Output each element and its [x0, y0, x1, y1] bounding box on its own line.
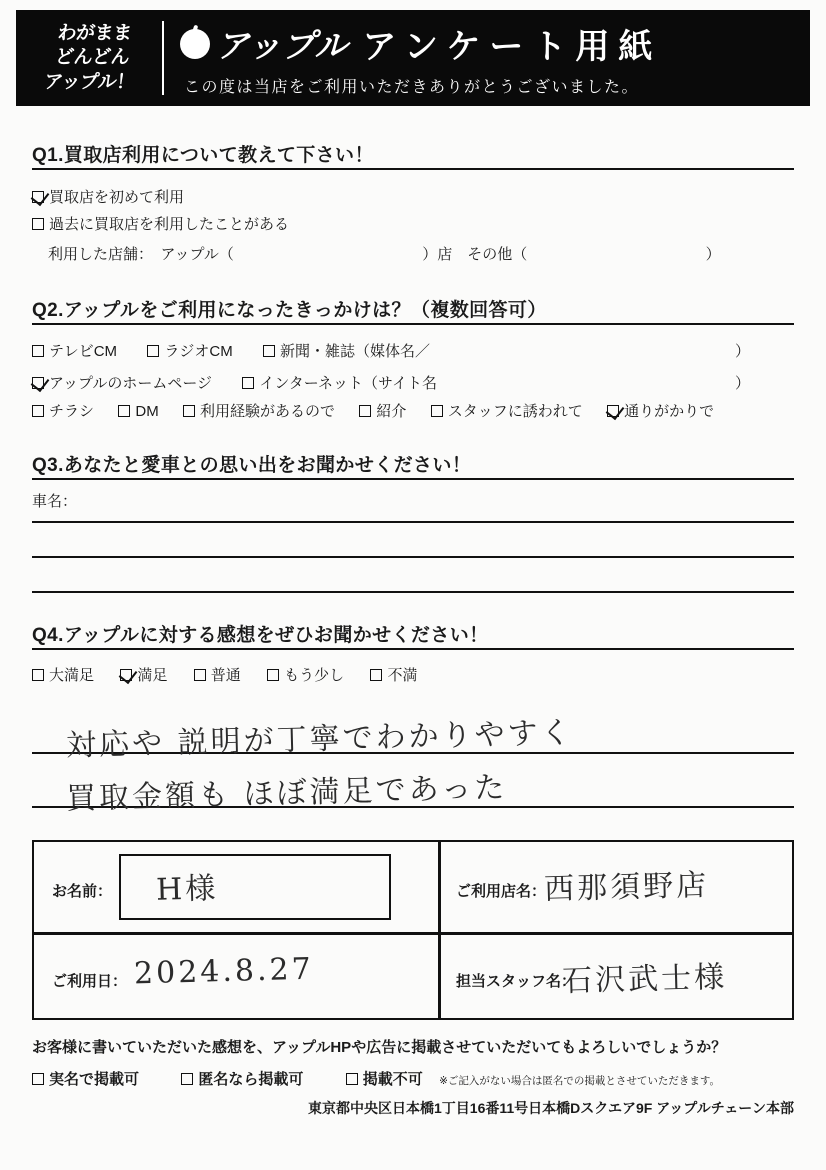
q2-label-referral: 紹介 — [376, 403, 407, 420]
footer-note: ※ご記入がない場合は匿名での掲載とさせていただきます。 — [439, 1075, 721, 1087]
q2-checkbox-radio[interactable] — [147, 345, 159, 357]
q1-store-end: ） — [705, 246, 721, 263]
q2-option-tv[interactable] — [32, 340, 117, 361]
q1-option-label-1: 過去に買取店を利用したことがある — [49, 216, 290, 233]
q2-checkbox-referral[interactable] — [359, 405, 371, 417]
q3-write-line-3[interactable] — [32, 591, 794, 593]
header-divider — [162, 21, 164, 95]
q4-checkbox-dissatisfied[interactable] — [370, 669, 382, 681]
footer-address: 東京都中央区日本橋1丁目16番11号日本橋Dスクエア9F アップルチェーン本部 — [308, 1100, 794, 1116]
apple-mark-icon — [180, 29, 210, 59]
footer-options — [32, 1068, 720, 1089]
store-value: 西那須野店 — [543, 867, 710, 908]
q2-label-homepage: アップルのホームページ — [49, 375, 213, 392]
page-header — [16, 10, 810, 106]
q2-checkbox-flyer[interactable] — [32, 405, 44, 417]
q2-row-2 — [32, 372, 437, 393]
header-slogan — [22, 22, 162, 95]
q4-checkbox-normal[interactable] — [194, 669, 206, 681]
q2-checkbox-internet[interactable] — [242, 377, 254, 389]
q1-store-mid: ）店 その他（ — [422, 246, 528, 263]
footer-question: お客様に書いていただいた感想を、アップルHPや広告に掲載させていただいてもよろしいでしょうか？ — [32, 1039, 727, 1056]
q2-checkbox-passerby[interactable] — [607, 405, 619, 417]
q2-option-referral[interactable] — [359, 400, 406, 421]
q2-checkbox-experience[interactable] — [183, 405, 195, 417]
q4-checkbox-satisfied[interactable] — [120, 669, 132, 681]
q2-option-staff[interactable] — [431, 400, 583, 421]
q4-option-satisfied[interactable] — [120, 664, 167, 685]
q4-checkbox-verysatisfied[interactable] — [32, 669, 44, 681]
q2-label-flyer: チラシ — [49, 403, 95, 420]
q2-option-internet[interactable] — [242, 372, 437, 393]
q2-label-staff: スタッフに誘われて — [447, 403, 583, 420]
header-subtitle: この度は当店をご利用いただきありがとうございました。 — [184, 79, 640, 96]
q2-label-dm: DM — [135, 403, 159, 420]
footer-checkbox-nopublish[interactable] — [346, 1073, 358, 1085]
page-title: アンケート用紙 — [362, 28, 662, 66]
q4-option-alittlemore[interactable] — [267, 664, 344, 685]
q1-store-prefix: 利用した店舗： アップル（ — [48, 246, 234, 263]
footer-label-realname: 実名で掲載可 — [49, 1071, 140, 1088]
q3-write-line-2[interactable] — [32, 556, 794, 558]
q1-option-0[interactable] — [32, 186, 184, 207]
q2-option-radio[interactable] — [147, 340, 232, 361]
q4-option-normal[interactable] — [194, 664, 241, 685]
q3-write-line-1[interactable] — [32, 521, 794, 523]
q2-option-dm[interactable] — [118, 403, 158, 420]
slogan-line-2: どんどん — [53, 46, 131, 68]
table-horizontal-divider — [34, 932, 792, 935]
q2-title: Q2.アップルをご利用になったきっかけは？（複数回答可） — [32, 300, 547, 321]
q3-underline — [32, 478, 794, 480]
q2-label-experience: 利用経験があるので — [200, 403, 336, 420]
customer-info-table — [32, 840, 794, 1020]
footer-checkbox-anonymous[interactable] — [181, 1073, 193, 1085]
footer-label-anonymous: 匿名なら掲載可 — [198, 1071, 304, 1088]
table-vertical-divider — [438, 842, 441, 1018]
q2-row1-paren: ） — [735, 343, 751, 360]
q4-handwriting-1: 対応や 説明が丁寧でわかりやすく — [65, 715, 575, 764]
q1-store-line — [48, 243, 721, 264]
brand-name: アップル — [216, 27, 349, 64]
q4-options — [32, 664, 417, 685]
q2-option-experience[interactable] — [183, 400, 335, 421]
q2-row-1 — [32, 340, 430, 361]
q2-checkbox-homepage[interactable] — [32, 377, 44, 389]
q4-label-alittlemore: もう少し — [284, 667, 345, 684]
q3-car-label: 車名： — [32, 493, 78, 510]
footer-label-nopublish: 掲載不可 — [362, 1071, 423, 1088]
q4-title: Q4.アップルに対する感想をぜひお聞かせください！ — [32, 625, 489, 646]
q2-option-flyer[interactable] — [32, 400, 94, 421]
q2-label-tv: テレビCM — [49, 343, 118, 360]
staff-value: 石沢武士様 — [561, 959, 728, 1000]
q4-underline — [32, 648, 794, 650]
q2-label-passerby: 通りがかりで — [624, 403, 715, 420]
q2-option-passerby[interactable] — [607, 400, 714, 421]
q1-title: Q1.買取店利用について教えて下さい！ — [32, 145, 374, 166]
q2-label-internet: インターネット（サイト名 — [259, 375, 438, 392]
q2-label-radio: ラジオCM — [164, 343, 233, 360]
store-label: ご利用店名： — [456, 883, 547, 900]
q4-label-verysatisfied: 大満足 — [49, 667, 95, 684]
q2-label-news: 新聞・雑誌（媒体名／ — [280, 343, 431, 360]
footer-checkbox-realname[interactable] — [32, 1073, 44, 1085]
q4-label-dissatisfied: 不満 — [387, 667, 418, 684]
footer-option-anonymous[interactable] — [181, 1068, 303, 1089]
q3-title: Q3.あなたと愛車との思い出をお聞かせください！ — [32, 455, 472, 476]
name-label: お名前： — [52, 883, 113, 900]
q4-checkbox-alittlemore[interactable] — [267, 669, 279, 681]
date-value: 2024.8.27 — [133, 951, 315, 992]
q2-option-homepage[interactable] — [32, 372, 212, 393]
q2-checkbox-staff[interactable] — [431, 405, 443, 417]
q2-checkbox-tv[interactable] — [32, 345, 44, 357]
q1-checkbox-0[interactable] — [32, 191, 44, 203]
q2-row2-paren: ） — [735, 375, 751, 392]
slogan-line-3: アップル！ — [43, 71, 136, 93]
q1-checkbox-1[interactable] — [32, 218, 44, 230]
q1-option-1[interactable] — [32, 213, 289, 234]
footer-option-nopublish[interactable] — [346, 1068, 423, 1089]
q4-option-dissatisfied[interactable] — [370, 664, 417, 685]
date-label: ご利用日： — [52, 973, 128, 990]
q4-label-normal: 普通 — [210, 667, 241, 684]
footer-option-realname[interactable] — [32, 1068, 139, 1089]
apple-logo — [180, 20, 348, 67]
q2-option-news[interactable] — [263, 340, 430, 361]
q4-label-satisfied: 満足 — [137, 667, 168, 684]
slogan-line-1: わがまま — [56, 22, 133, 44]
q1-option-label-0: 買取店を初めて利用 — [49, 189, 185, 206]
q1-underline — [32, 168, 794, 170]
header-titles — [174, 19, 800, 97]
name-value: H様 — [155, 871, 219, 908]
q2-checkbox-dm[interactable] — [118, 405, 130, 417]
q2-checkbox-news[interactable] — [263, 345, 275, 357]
q4-handwriting-2: 買取金額も ほぼ満足であった — [65, 770, 508, 817]
staff-label: 担当スタッフ名： — [456, 973, 577, 990]
q2-underline — [32, 323, 794, 325]
q2-row-3 — [32, 400, 714, 421]
q4-option-verysatisfied[interactable] — [32, 664, 94, 685]
